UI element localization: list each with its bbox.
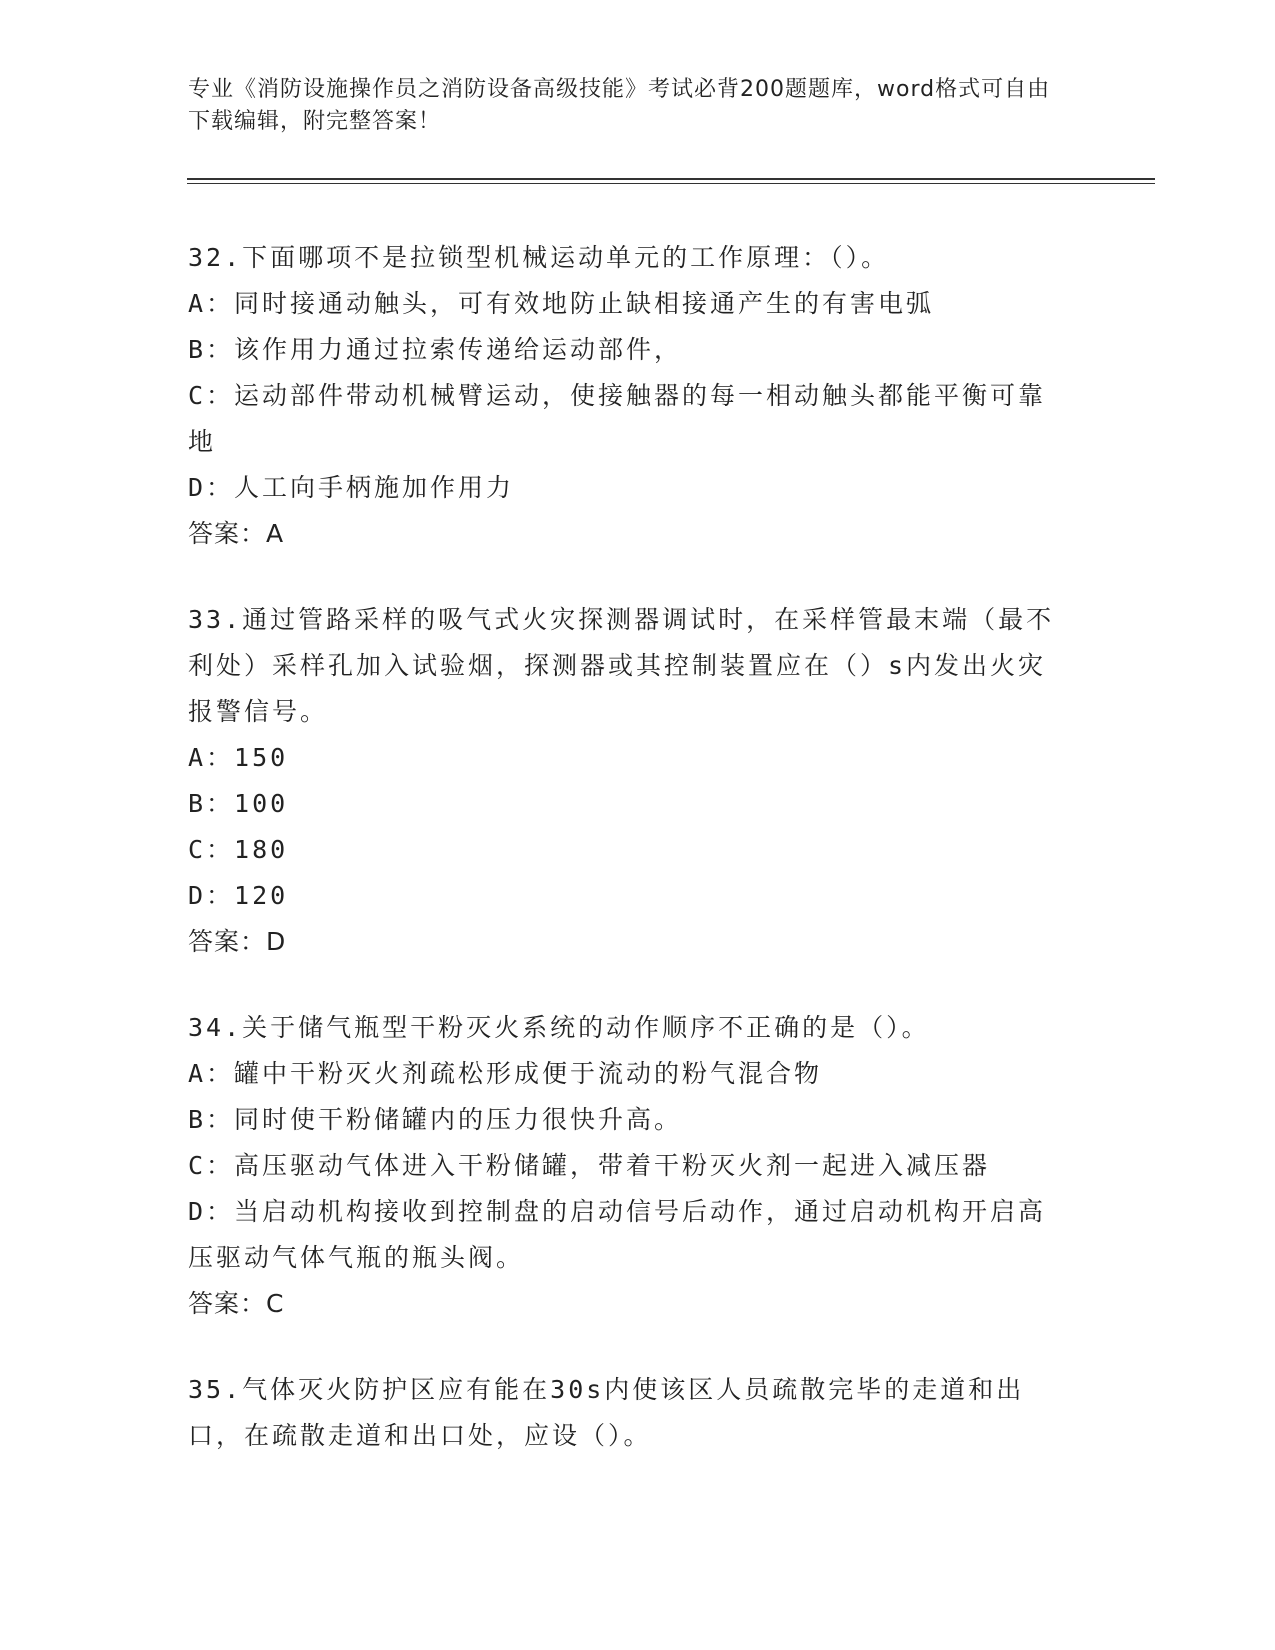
question-35 [188,1367,1088,1459]
question-34 [188,1005,1088,1327]
question-stem: 35.气体灭火防护区应有能在30s内使该区人员疏散完毕的走道和出口，在疏散走道和出口处，应设（）。 [188,1375,1025,1450]
option-d: D：人工向手柄施加作用力 [188,473,515,502]
option-b: B：同时使干粉储罐内的压力很快升高。 [188,1105,683,1134]
option-b: B：该作用力通过拉索传递给运动部件， [188,335,683,364]
option-a: A：同时接通动触头，可有效地防止缺相接通产生的有害电弧 [188,289,935,318]
answer-label: 答案：D [188,927,287,956]
document-header: 专业《消防设施操作员之消防设备高级技能》考试必背200题题库，word格式可自由下载编辑，附完整答案！ [188,77,1051,134]
answer-label: 答案：C [188,1289,285,1318]
question-33 [188,597,1088,965]
option-a: A：罐中干粉灭火剂疏松形成便于流动的粉气混合物 [188,1059,823,1088]
question-stem: 34.关于储气瓶型干粉灭火系统的动作顺序不正确的是（）。 [188,1013,930,1042]
question-stem: 32.下面哪项不是拉锁型机械运动单元的工作原理：（）。 [188,243,890,272]
option-a: A：150 [188,743,289,772]
header-divider-thin [187,183,1155,184]
header-divider-thick [187,178,1155,180]
option-c: C：运动部件带动机械臂运动，使接触器的每一相动触头都能平衡可靠地 [188,381,1047,456]
option-b: B：100 [188,789,289,818]
question-stem: 33.通过管路采样的吸气式火灾探测器调试时，在采样管最末端（最不利处）采样孔加入试验烟，探测器或其控制装置应在（）s内发出火灾报警信号。 [188,605,1055,726]
option-d: D：当启动机构接收到控制盘的启动信号后动作，通过启动机构开启高压驱动气体气瓶的瓶头阀。 [188,1197,1047,1272]
question-32 [188,235,1088,557]
question-list [188,235,1088,1499]
option-d: D：120 [188,881,289,910]
option-c: C：180 [188,835,289,864]
answer-label: 答案：A [188,519,285,548]
option-c: C：高压驱动气体进入干粉储罐，带着干粉灭火剂一起进入减压器 [188,1151,991,1180]
